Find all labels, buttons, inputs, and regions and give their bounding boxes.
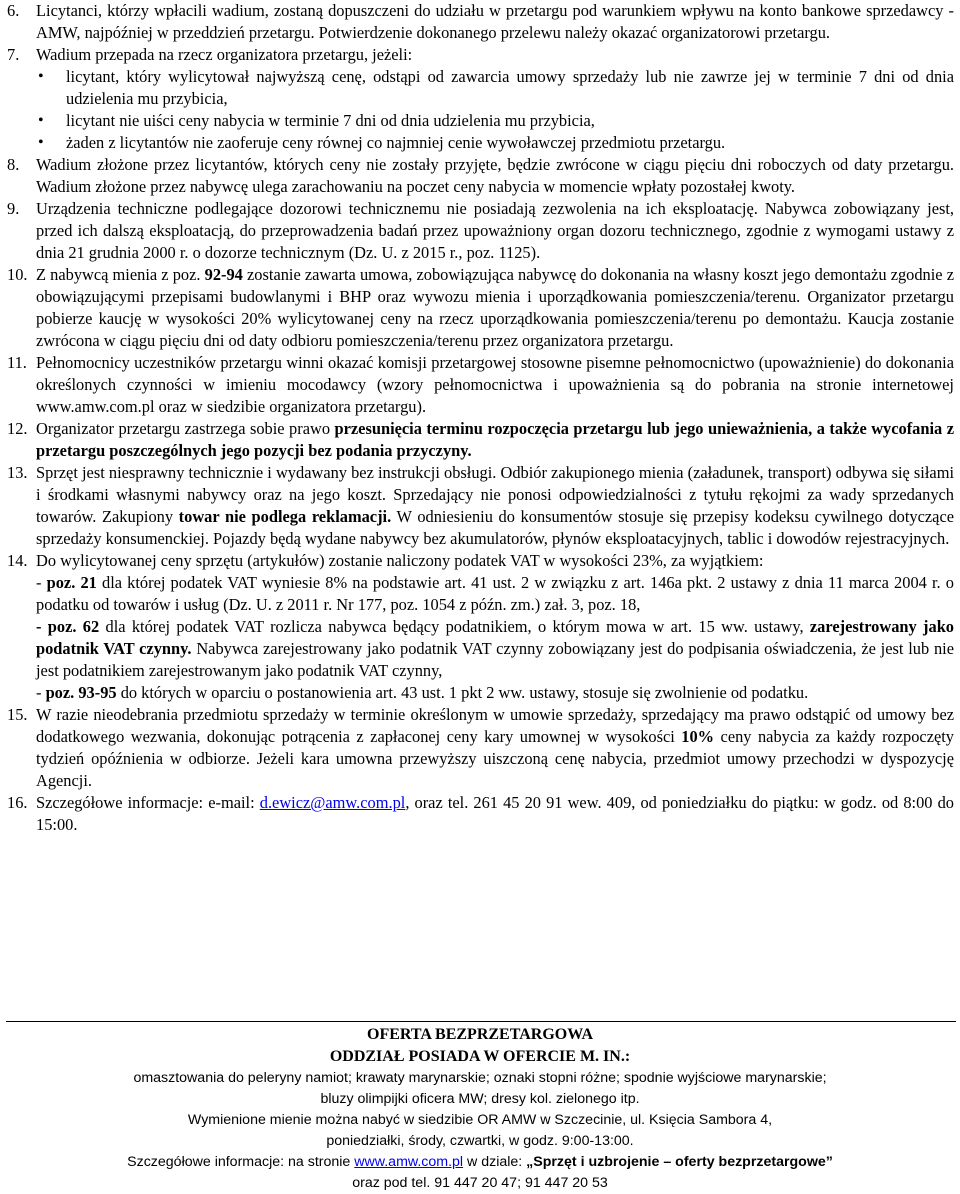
footer-line: oraz pod tel. 91 447 20 47; 91 447 20 53 <box>352 1175 608 1191</box>
clause-text: Urządzenia techniczne podlegające dozorowi technicznemu nie posiadają zezwolenia na ich eksploatację. Nabywca zobowiązany jest, przed ich dalszą eksploatacją, do przeprowadzenia badań przez upoważniony organ dozoru technicznego, zgodnie z wymogami ustawy z dnia 21 grudnia 2000 r. o dozorze technicznym (Dz. U. z 2015 r., poz. 1125). <box>36 199 954 262</box>
clause-number: 8. <box>7 155 20 174</box>
bullet-item: • żaden z licytantów nie zaoferuje ceny równej co najmniej cenie wywoławczej przedmiotu przetargu. <box>36 132 954 154</box>
clause-text: Szczegółowe informacje: e-mail: <box>36 793 260 812</box>
clause-text: Wadium przepada na rzecz organizatora przetargu, jeżeli: <box>36 45 413 64</box>
clause-bold: przesunięcia terminu rozpoczęcia przetargu lub jego unieważnienia, a także wycofania z przetargu poszczególnych jego pozycji bez podania przyczyny. <box>36 419 954 460</box>
dash: - <box>36 683 46 702</box>
clause-bold: poz. 93-95 <box>45 683 117 702</box>
clause-bold: - poz. 62 <box>36 617 100 636</box>
clause-text: Do wylicytowanej ceny sprzętu (artykułów) zostanie naliczony podatek VAT w wysokości 23%, za wyjątkiem: <box>36 551 764 570</box>
clause-text: , oraz tel. 261 45 20 91 wew. 409, od poniedziałku do piątku: w godz. od 8:00 do 15:00. <box>36 793 954 834</box>
footer-line <box>0 1152 960 1173</box>
clause-number: 9. <box>7 199 20 218</box>
clause-number: 13. <box>7 463 28 482</box>
clause-text: Licytanci, którzy wpłacili wadium, zostaną dopuszczeni do udziału w przetargu pod warunkiem wpływu na konto bankowe sprzedawcy - AMW, najpóźniej w przeddzień przetargu. Potwierdzenie dokonanego przelewu należy okazać organizatorowi przetargu. <box>36 1 954 42</box>
clause-16 <box>0 792 960 836</box>
section-divider <box>6 1021 956 1022</box>
clause-12 <box>0 418 960 462</box>
bullet-list <box>36 66 954 154</box>
clause-number: 15. <box>7 705 28 724</box>
vat-exception-item <box>36 682 954 704</box>
bullet-item: • licytant nie uiści ceny nabycia w terminie 7 dni od dnia udzielenia mu przybicia, <box>36 110 954 132</box>
clause-number: 7. <box>7 45 20 64</box>
clause-text: Z nabywcą mienia z poz. <box>36 265 205 284</box>
clause-bold: poz. 21 <box>46 573 97 592</box>
clause-number: 6. <box>7 1 20 20</box>
email-link[interactable]: d.ewicz@amw.com.pl <box>259 793 406 812</box>
clause-6 <box>0 0 960 44</box>
website-link[interactable]: www.amw.com.pl <box>354 1154 464 1170</box>
clause-number: 10. <box>7 265 28 284</box>
clause-text: dla której podatek VAT wyniesie 8% na podstawie art. 41 ust. 2 w związku z art. 146a pkt. 2 ustawy z dnia 11 marca 2004 r. o podatku od towarów i usług (Dz. U. z 2011 r. Nr 177, poz. 1054 z późn. zm.) zał. 3, poz. 18, <box>36 573 954 614</box>
clause-bold: 10% <box>681 727 715 746</box>
clause-text: ceny nabycia za każdy rozpoczęty tydzień opóźnienia w odbiorze. Jeżeli kara umowna przewyższy uiszczoną cenę nabycia, przedmiot umowy przechodzi w dyspozycję Agencji. <box>36 727 954 790</box>
footer-line: omasztowania do peleryny namiot; krawaty marynarskie; oznaki stopni różne; spodnie wyjściowe marynarskie; <box>133 1070 827 1086</box>
clause-number: 11. <box>7 353 27 372</box>
footer-category: „Sprzęt i uzbrojenie – oferty bezprzetargowe” <box>526 1154 833 1170</box>
clause-text: zostanie zawarta umowa, zobowiązująca nabywcę do dokonania na własny koszt jego demontażu zgodnie z obowiązującymi przepisami budowlanymi i BHP oraz wywozu mienia i uporządkowania pomieszczenia/terenu. Organizator przetargu pobierze kaucję w wysokości 20% wylicytowanej ceny na rzecz uporządkowania pomieszczenia/terenu po demontażu. Kaucja zostanie zwrócona w ciągu pięciu dni od daty odbioru pomieszczenia/terenu przez organizatora przetargu. <box>36 265 955 350</box>
footer-line: poniedziałki, środy, czwartki, w godz. 9:00-13:00. <box>326 1133 634 1149</box>
clause-number: 14. <box>7 551 28 570</box>
footer-line: bluzy olimpijki oficera MW; dresy kol. zielonego itp. <box>320 1091 640 1107</box>
offer-footer <box>0 1024 960 1194</box>
bullet-item: • licytant, który wylicytował najwyższą cenę, odstąpi od zawarcia umowy sprzedaży lub nie zawrze jej w terminie 7 dni od dnia udzielenia mu przybicia, <box>36 66 954 110</box>
clause-15 <box>0 704 960 792</box>
clause-text: dla której podatek VAT rozlicza nabywca będący podatnikiem, o którym mowa w art. 15 ww. ustawy, <box>99 617 810 636</box>
clause-text: Pełnomocnicy uczestników przetargu winni okazać komisji przetargowej stosowne pisemne pełnomocnictwo (upoważnienie) do dokonania określonych czynności w imieniu mocodawcy (wzory pełnomocnictwa i upoważnienia są do pobrania na stronie internetowej www.amw.com.pl oraz w siedzibie organizatora przetargu). <box>36 353 954 416</box>
footer-text: Szczegółowe informacje: na stronie <box>127 1154 355 1170</box>
clause-10 <box>0 264 960 352</box>
dash: - <box>36 573 47 592</box>
footer-title: OFERTA BEZPRZETARGOWA <box>367 1026 593 1043</box>
clause-text: Organizator przetargu zastrzega sobie prawo <box>36 419 335 438</box>
clause-text: Wadium złożone przez licytantów, których ceny nie zostały przyjęte, będzie zwrócone w ciągu pięciu dni roboczych od daty przetargu. Wadium złożone przez nabywcę ulega zarachowaniu na poczet ceny nabycia w momencie wpłaty pozostałej kwoty. <box>36 155 954 196</box>
clause-13 <box>0 462 960 550</box>
clause-bold: 92-94 <box>204 265 243 284</box>
footer-subtitle: ODDZIAŁ POSIADA W OFERCIE M. IN.: <box>329 1048 631 1065</box>
clause-text: do których w oparciu o postanowienia art. 43 ust. 1 pkt 2 ww. ustawy, stosuje się zwolnienie od podatku. <box>116 683 809 702</box>
clause-8 <box>0 154 960 198</box>
footer-text: w dziale: <box>463 1154 527 1170</box>
clause-bold: zarejestrowany jako podatnik VAT czynny. <box>36 617 955 658</box>
clause-number: 12. <box>7 419 28 438</box>
clause-text: Nabywca zarejestrowany jako podatnik VAT czynny zobowiązany jest do podpisania oświadczenia, że jest lub nie jest podatnikiem zarejestrowanym jako podatnik VAT czynny, <box>36 639 955 680</box>
clause-9 <box>0 198 960 264</box>
clause-text: W razie nieodebrania przedmiotu sprzedaży w terminie określonym w umowie sprzedaży, sprzedający ma prawo odstąpić od umowy bez dodatkowego wezwania, dokonując potrącenia z zapłaconej ceny kary umownej w wysokości <box>36 705 954 746</box>
clause-11 <box>0 352 960 418</box>
clause-7 <box>0 44 960 154</box>
vat-exception-item <box>36 616 954 682</box>
clause-bold: towar nie podlega reklamacji. <box>178 507 392 526</box>
clause-number: 16. <box>7 793 28 812</box>
footer-line: Wymienione mienie można nabyć w siedzibie OR AMW w Szczecinie, ul. Księcia Sambora 4, <box>187 1112 773 1128</box>
clause-14 <box>0 550 960 704</box>
clause-text: Sprzęt jest niesprawny technicznie i wydawany bez instrukcji obsługi. Odbiór zakupionego mienia (załadunek, transport) odbywa się siłami i środkami własnymi nabywcy oraz na jego koszt. Sprzedający nie ponosi odpowiedzialności z tytułu rękojmi za wady sprzedanych towarów. Zakupiony <box>36 463 954 526</box>
vat-exception-item <box>36 572 954 616</box>
clause-text: W odniesieniu do konsumentów stosuje się przepisy kodeksu cywilnego dotyczące sprzedaży konsumenckiej. Pojazdy będą wydane nabywcy bez akumulatorów, płynów eksploatacyjnych, tablic i dowodów rejestracyjnych. <box>36 507 955 548</box>
